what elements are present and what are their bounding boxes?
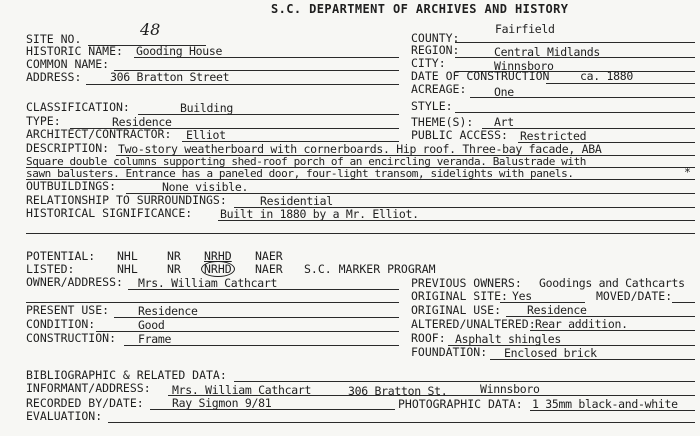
recorded-by-line [150,409,395,410]
style-label: STYLE: [411,99,453,113]
moved-date-line [672,302,695,303]
architect-label: ARCHITECT/CONTRACTOR: [26,127,172,141]
type-label: TYPE: [26,114,61,128]
construction-value: Frame [138,332,172,346]
previous-owners-label: PREVIOUS OWNERS: [411,276,522,290]
date-construction-value: ca. 1880 [580,69,633,83]
description-label: DESCRIPTION: [26,141,110,155]
listed-label: LISTED: [26,262,75,276]
address-label: ADDRESS: [26,70,82,84]
classification-line [138,114,399,115]
description-line-1: Two-story weatherboard with cornerboards. Hip roof. Three-bay facade, ABA [118,142,602,156]
moved-date-label: MOVED/DATE: [596,289,673,303]
photographic-value: 1 35mm black-and-white [532,397,678,411]
potential-naer: NAER [255,249,283,263]
county-line [455,42,695,43]
roof-label: ROOF: [411,331,446,345]
county-value: Fairfield [495,22,555,36]
listed-nhl: NHL [117,262,138,276]
style-line [455,112,695,113]
present-use-value: Residence [138,304,198,318]
owner-address-label: OWNER/ADDRESS: [26,275,123,289]
themes-line [482,128,695,129]
historic-name-value: Gooding House [136,44,223,58]
description-asterisk: * [684,165,691,179]
outbuildings-value: None visible. [162,180,249,194]
foundation-line [490,359,695,360]
original-use-label: ORIGINAL USE: [411,303,502,317]
potential-nhl: NHL [117,249,138,263]
informant-city: Winnsboro [480,382,540,396]
address-value: 306 Bratton Street [110,70,230,84]
historic-name-line [134,57,399,58]
altered-line [530,330,695,331]
region-line [455,57,695,58]
historic-name-label: HISTORIC NAME: [26,44,123,58]
altered-label: ALTERED/UNALTERED: [411,317,536,331]
themes-value: Art [494,115,514,129]
themes-label: THEME(S): [411,115,474,129]
common-name-label: COMMON NAME: [26,57,110,71]
city-label: CITY: [411,56,446,70]
listed-nrhd [204,263,232,276]
photographic-label: PHOTOGRAPHIC DATA: [398,397,523,411]
informant-address: 306 Bratton St. [348,384,448,398]
description-rule-3 [26,179,695,180]
classification-value: Building [180,101,233,115]
acreage-label: ACREAGE: [411,82,467,96]
recorded-by-label: RECORDED BY/DATE: [26,396,144,410]
original-use-value: Residence [527,303,587,317]
listed-nr: NR [167,262,181,276]
site-no-label: SITE NO. [26,32,82,46]
relationship-label: RELATIONSHIP TO SURROUNDINGS: [26,193,227,207]
evaluation-label: EVALUATION: [26,409,103,423]
public-access-label: PUBLIC ACCESS: [411,128,508,142]
altered-value: Rear addition. [535,317,628,331]
informant-label: INFORMANT/ADDRESS: [26,381,151,395]
date-construction-label: DATE OF CONSTRUCTION [411,69,550,83]
condition-value: Good [138,318,165,332]
roof-value: Asphalt shingles [455,332,561,346]
construction-line [124,345,399,346]
listed-nrhd-circle: NRHD [201,261,235,277]
potential-label: POTENTIAL: [26,249,96,263]
significance-rule-2 [26,233,695,234]
foundation-label: FOUNDATION: [411,345,488,359]
acreage-line [470,97,695,98]
original-site-label: ORIGINAL SITE: [411,289,508,303]
owner-address-value: Mrs. William Cathcart [138,276,278,290]
potential-nr: NR [167,249,181,263]
owner-address-line [128,289,399,290]
county-label: COUNTY: [411,31,460,45]
address-line [86,84,399,85]
type-value: Residence [112,115,172,129]
bibliographic-line [234,381,695,382]
condition-label: CONDITION: [26,317,96,331]
original-site-value: Yes [512,289,532,303]
potential-nrhd: NRHD [204,249,232,263]
region-value: Central Midlands [494,45,600,59]
bibliographic-label: BIBLIOGRAPHIC & RELATED DATA: [26,368,227,382]
informant-name: Mrs. William Cathcart [172,383,312,397]
public-access-value: Restricted [520,129,587,143]
evaluation-line [108,422,695,423]
relationship-value: Residential [260,194,333,208]
description-line-3: sawn balusters. Entrance has a paneled door, four-light transom, sidelights with panels. [26,167,574,180]
architect-value: Elliot [186,128,226,142]
description-line-2: Square double columns supporting shed-roof porch of an encircling veranda. Balustrade with [26,155,587,168]
significance-line [218,220,695,221]
date-construction-line [546,83,695,84]
construction-label: CONSTRUCTION: [26,331,117,345]
previous-owners-value: Goodings and Cathcarts [539,276,685,290]
region-label: REGION: [411,43,460,57]
significance-value: Built in 1880 by a Mr. Elliot. [220,207,419,221]
site-no-value: 48 [140,20,161,39]
photographic-line [530,410,695,411]
present-use-label: PRESENT USE: [26,303,110,317]
classification-label: CLASSIFICATION: [26,100,130,114]
outbuildings-label: OUTBUILDINGS: [26,179,117,193]
significance-label: HISTORICAL SIGNIFICANCE: [26,206,193,220]
listed-naer: NAER [255,262,283,276]
city-value: Winnsboro [494,59,554,73]
sc-marker-label: S.C. MARKER PROGRAM [304,262,436,276]
foundation-value: Enclosed brick [504,346,597,360]
acreage-value: One [494,85,514,99]
form-header: S.C. DEPARTMENT OF ARCHIVES AND HISTORY [271,2,569,16]
recorded-by-value: Ray Sigmon 9/81 [172,396,272,410]
